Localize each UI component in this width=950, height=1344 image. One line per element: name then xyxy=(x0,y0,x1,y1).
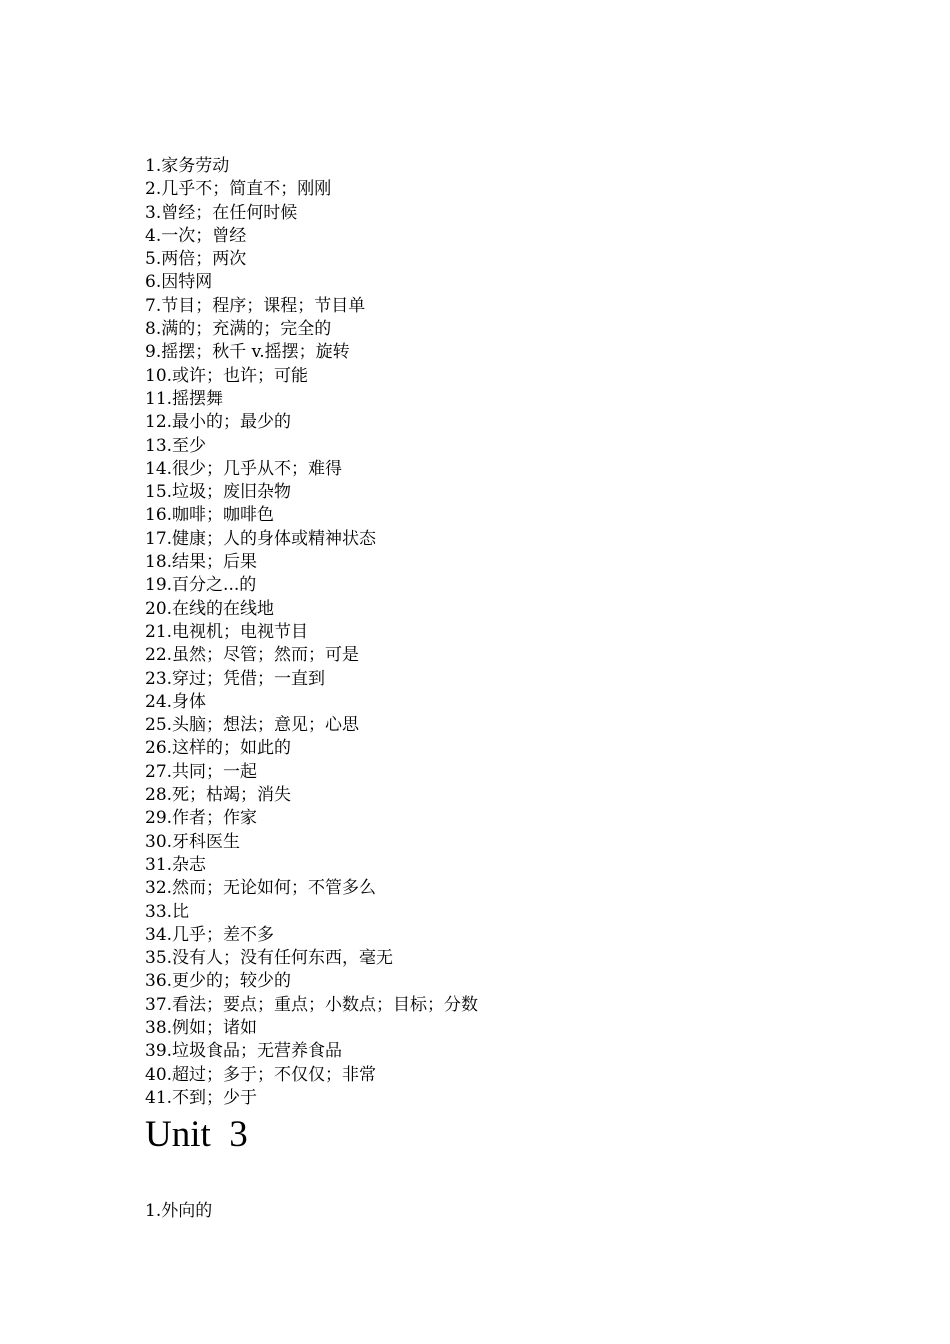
list-item: 27.共同；一起 xyxy=(145,761,258,782)
list-item: 16.咖啡；咖啡色 xyxy=(145,505,275,526)
list-item: 17.健康；人的身体或精神状态 xyxy=(145,528,377,549)
list-item: 37.看法；要点；重点；小数点；目标；分数 xyxy=(145,994,479,1015)
list-item: 8.满的；充满的；完全的 xyxy=(145,319,332,340)
list-item: 12.最小的；最少的 xyxy=(145,412,292,433)
list-item: 13.至少 xyxy=(145,435,207,456)
list-item: 11.摇摆舞 xyxy=(145,388,224,409)
list-item: 30.牙科医生 xyxy=(145,831,241,852)
list-item: 35.没有人；没有任何东西，毫无 xyxy=(145,948,394,969)
list-item: 20.在线的在线地 xyxy=(145,598,275,619)
list-item: 2.几乎不；简直不；刚刚 xyxy=(145,179,332,200)
list-item: 25.头脑；想法；意见；心思 xyxy=(145,715,360,736)
list-item: 9.摇摆；秋千 v.摇摆；旋转 xyxy=(145,342,350,363)
unit-vocab-list xyxy=(145,1200,845,1223)
document-content xyxy=(145,155,845,1223)
list-item: 40.超过；多于；不仅仅；非常 xyxy=(145,1064,377,1085)
list-item: 29.作者；作家 xyxy=(145,808,258,829)
list-item: 33.比 xyxy=(145,901,190,922)
list-item: 15.垃圾；废旧杂物 xyxy=(145,482,292,503)
list-item: 34.几乎；差不多 xyxy=(145,924,275,945)
list-item: 1.家务劳动 xyxy=(145,156,230,176)
list-item: 26.这样的；如此的 xyxy=(145,738,292,759)
list-item: 31.杂志 xyxy=(145,854,207,875)
list-item: 5.两倍；两次 xyxy=(145,249,247,270)
list-item: 3.曾经；在任何时候 xyxy=(145,202,298,223)
list-item: 10.或许；也许；可能 xyxy=(145,365,309,386)
list-item: 24.身体 xyxy=(145,691,207,712)
list-item: 32.然而；无论如何；不管多么 xyxy=(145,878,377,899)
list-item: 1.外向的 xyxy=(145,1201,213,1222)
list-item: 36.更少的；较少的 xyxy=(145,971,292,992)
list-item: 22.虽然；尽管；然而；可是 xyxy=(145,645,360,666)
list-item: 4.一次；曾经 xyxy=(145,225,247,246)
list-item: 41.不到；少于 xyxy=(145,1087,258,1108)
list-item: 39.垃圾食品；无营养食品 xyxy=(145,1041,343,1062)
vocab-list xyxy=(145,155,845,1110)
list-item: 7.节目；程序；课程；节目单 xyxy=(145,295,366,316)
list-item: 21.电视机；电视节目 xyxy=(145,621,309,642)
list-item: 18.结果；后果 xyxy=(145,552,258,573)
list-item: 14.很少；几乎从不；难得 xyxy=(145,458,343,479)
unit-heading: Unit 3 xyxy=(145,1114,248,1156)
list-item: 38.例如；诸如 xyxy=(145,1017,258,1038)
list-item: 6.因特网 xyxy=(145,272,213,293)
list-item: 19.百分之...的 xyxy=(145,575,257,596)
list-item: 23.穿过；凭借；一直到 xyxy=(145,668,326,689)
list-item: 28.死；枯竭；消失 xyxy=(145,785,292,806)
